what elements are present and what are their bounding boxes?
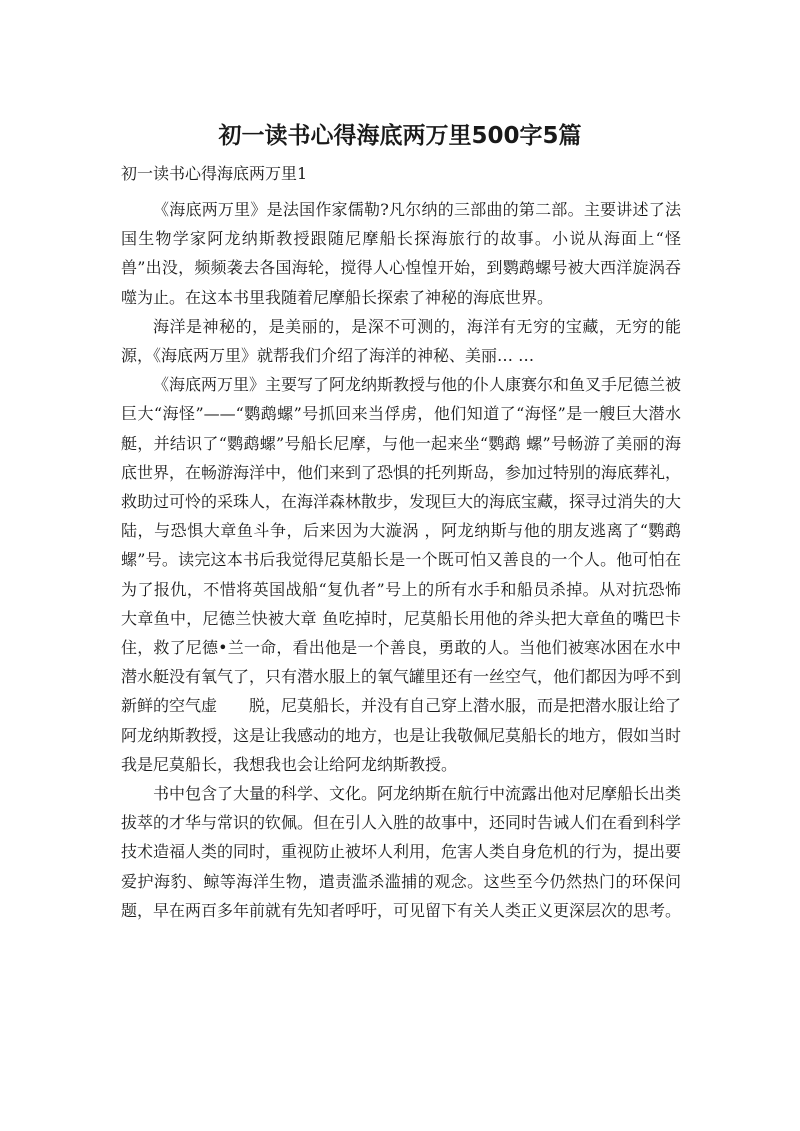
document-title: 初一读书心得海底两万里500字5篇 — [218, 123, 582, 149]
section-heading: 初一读书心得海底两万里1 — [121, 164, 308, 183]
article-body — [121, 195, 681, 925]
paragraph-4: 书中包含了大量的科学、文化。阿龙纳斯在航行中流露出他对尼摩船长出类拔萃的才华与常识的钦佩。但在引人入胜的故事中，还同时告诫人们在看到科学技术造福人类的同时，重视防止被坏人利用，危害人类自身危机的行为，提出要爱护海豹、鲸等海洋生物，遣责滥杀滥捕的观念。这些至今仍然热门的环保问题，早在两百多年前就有先知者呼吁，可见留下有关人类正义更深层次的思考。 — [121, 784, 682, 920]
paragraph-3: 《海底两万里》主要写了阿龙纳斯教授与他的仆人康赛尔和鱼叉手尼德兰被巨大“海怪”——“鹦鹉螺”号抓回来当俘虏，他们知道了“海怪”是一艘巨大潜水艇，并结识了“鹦鹉螺”号船长尼摩，与他一起来坐“鹦鹉 螺”号畅游了美丽的海底世界，在畅游海洋中，他们来到了恐惧的托列斯岛，参加过特别的海底葬礼，救助过可怜的采珠人，在海洋森林散步，发现巨大的海底宝藏，探寻过消失的大陆，与恐惧大章鱼斗争，后来因为大漩涡 ，阿龙纳斯与他的朋友逃离了“鹦鹉螺”号。读完这本书后我觉得尼莫船长是一个既可怕又善良的一个人。他可怕在为了报仇，不惜将英国战船“复仇者”号上的所有水手和船员杀掉。从对抗恐怖大章鱼中，尼德兰快被大章 鱼吃掉时，尼莫船长用他的斧头把大章鱼的嘴巴卡住，救了尼德•兰一命，看出他是一个善良，勇敢的人。当他们被寒冰困在水中潜水艇没有氧气了，只有潜水服上的氧气罐里还有一丝空气，他们都因为呼不到新鲜的空气虚 脱，尼莫船长，并没有自己穿上潜水服，而是把潜水服让给了阿龙纳斯教授，这是让我感动的地方，也是让我敬佩尼莫船长的地方，假如当时我是尼莫船长，我想我也会让给阿龙纳斯教授。 — [121, 375, 682, 774]
paragraph-1: 《海底两万里》是法国作家儒勒?凡尔纳的三部曲的第二部。主要讲述了法国生物学家阿龙纳斯教授跟随尼摩船长探海旅行的故事。小说从海面上“怪兽”出没，频频袭去各国海轮，搅得人心惶惶开始，到鹦鹉螺号被大西洋旋涡吞噬为止。在这本书里我随着尼摩船长探索了神秘的海底世界。 — [121, 200, 681, 307]
paragraph-2: 海洋是神秘的，是美丽的，是深不可测的，海洋有无穷的宝藏，无穷的能源，《海底两万里》就帮我们介绍了海洋的神秘、美丽… … — [121, 316, 681, 366]
